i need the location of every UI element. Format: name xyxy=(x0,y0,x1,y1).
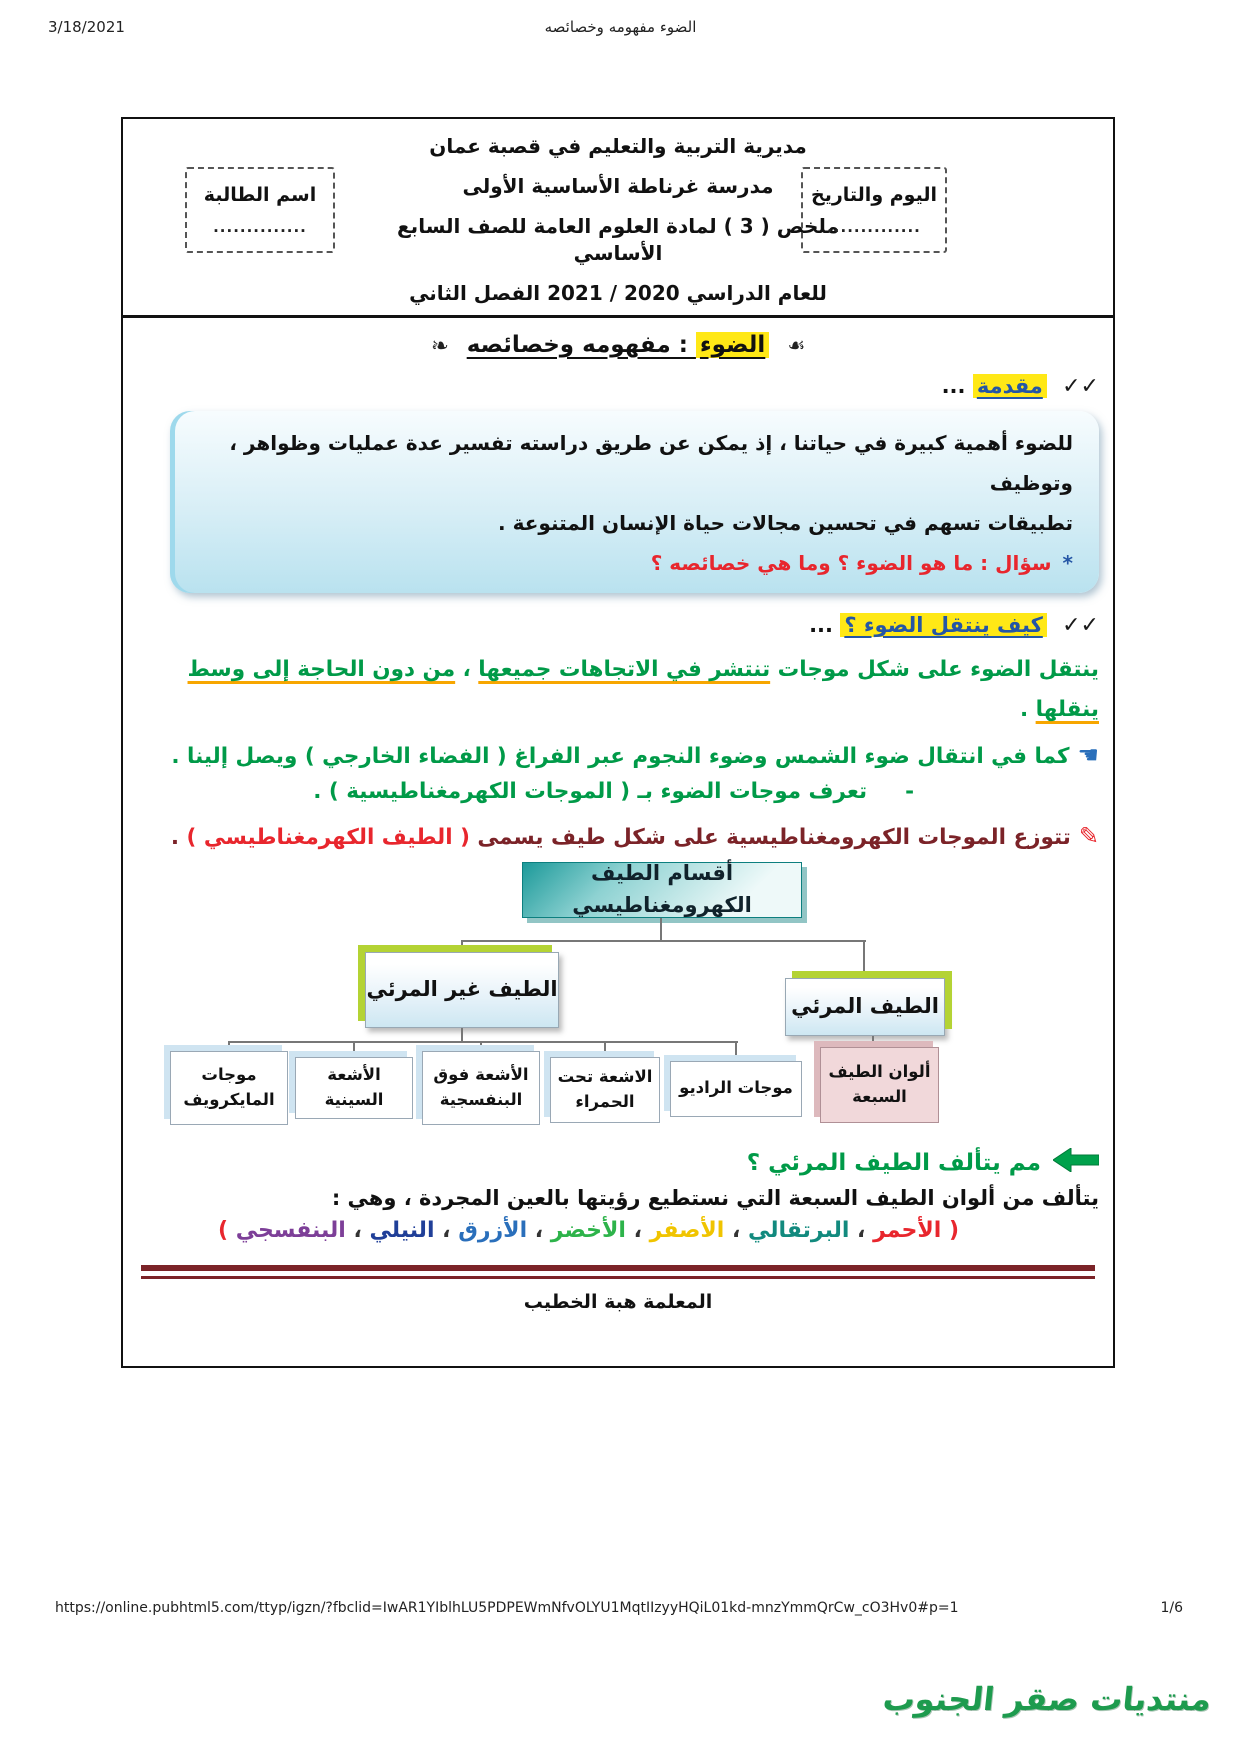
definition-text: تعرف موجات الضوء بـ ( الموجات الكهرمغناطيسية ) . xyxy=(313,778,868,804)
intro-heading-dots: ... xyxy=(941,374,966,398)
lesson-title-text xyxy=(467,332,770,358)
connector-line xyxy=(735,1041,737,1062)
connector-line xyxy=(462,940,866,942)
how-heading-dots: ... xyxy=(809,613,834,637)
spectrum-colors-line xyxy=(137,1218,1099,1243)
color-orange: البرتقالي xyxy=(748,1217,850,1243)
thick-bar xyxy=(141,1265,1095,1271)
floral-ornament-icon: ☙ xyxy=(787,333,806,357)
separator: ، xyxy=(849,1217,874,1243)
intro-paragraph-line1: للضوء أهمية كبيرة في حياتنا ، إذ يمكن عن طريق دراسته تفسير عدة عمليات وظواهر ، وتوظيف xyxy=(229,431,1073,495)
note-text: تتوزع الموجات الكهرومغناطيسية على شكل طيف يسمى xyxy=(469,824,1071,850)
visible-spectrum-question-text: مم يتألف الطيف المرئي ؟ xyxy=(746,1149,1041,1176)
intro-text-box xyxy=(170,411,1099,593)
worksheet-body xyxy=(123,318,1113,1313)
pointing-hand-icon: ☚ xyxy=(1077,740,1099,769)
separator: ، xyxy=(527,1217,551,1243)
diagram-root-box: أقسام الطيف الكهرومغناطيسي xyxy=(522,862,802,918)
connector-line xyxy=(660,918,662,940)
light-travel-paragraph xyxy=(137,650,1099,730)
paragraph-text: . xyxy=(1019,696,1036,722)
open-paren: ( xyxy=(941,1217,959,1243)
diagram-leaf-infrared: الاشعة تحت الحمراء xyxy=(550,1057,660,1123)
print-footer-page-number: 1/6 xyxy=(1160,1600,1183,1616)
title-highlighted-word: الضوء xyxy=(696,332,769,358)
example-text: كما في انتقال ضوء الشمس وضوء النجوم عبر الفراغ ( الفضاء الخارجي ) ويصل إلينا . xyxy=(171,743,1070,769)
thin-bar xyxy=(141,1276,1095,1279)
diagram-visible-spectrum-box: الطيف المرئي xyxy=(785,978,945,1036)
spectrum-diagram xyxy=(123,862,1113,1134)
intro-heading xyxy=(137,374,1099,399)
separator: ، xyxy=(724,1217,749,1243)
asterisk-icon: * xyxy=(1062,551,1073,575)
header-line-year: للعام الدراسي 2020 / 2021 الفصل الثاني xyxy=(409,281,827,305)
separator: ، xyxy=(625,1217,650,1243)
header-line-school: مدرسة غرناطة الأساسية الأولى xyxy=(462,174,774,198)
paragraph-text: ينتقل الضوء على شكل موجات xyxy=(770,657,1099,682)
how-heading-label: كيف ينتقل الضوء ؟ xyxy=(840,613,1046,637)
day-date-box xyxy=(801,167,947,253)
student-name-blank: .............. xyxy=(213,218,307,236)
separator: ، xyxy=(434,1217,459,1243)
color-green: الأخضر xyxy=(550,1217,626,1243)
connector-line xyxy=(863,940,865,980)
paragraph-text: ، xyxy=(455,657,479,682)
connector-line xyxy=(604,1041,606,1058)
header-line-summary: ملخص ( 3 ) لمادة العلوم العامة للصف السابع الأساسي xyxy=(397,214,839,265)
print-header-title: الضوء مفهومه وخصائصه xyxy=(544,18,697,36)
light-waves-definition xyxy=(137,779,1099,804)
color-violet: البنفسجي xyxy=(235,1217,346,1243)
footer-divider xyxy=(137,1265,1099,1279)
note-text-end: . xyxy=(170,824,187,850)
floral-ornament-icon: ☙ xyxy=(430,333,449,357)
intro-question-text: سؤال : ما هو الضوء ؟ وما هي خصائصه ؟ xyxy=(650,551,1059,575)
how-light-travels-heading xyxy=(137,613,1099,638)
intro-question xyxy=(190,543,1073,583)
underlined-phrase: من دون الحاجة إلى وسط xyxy=(187,657,456,682)
worksheet xyxy=(121,117,1115,1368)
left-arrow-icon xyxy=(1053,1148,1099,1178)
title-rest: : مفهومه وخصائصه xyxy=(466,332,696,358)
day-date-blank: .............. xyxy=(827,218,921,236)
student-name-label: اسم الطالبة xyxy=(203,184,317,206)
check-marks-icon: ✓✓ xyxy=(1062,613,1099,638)
lesson-title xyxy=(137,332,1099,358)
print-header-date: 3/18/2021 xyxy=(48,18,125,36)
diagram-leaf-ultraviolet: الأشعة فوق البنفسجية xyxy=(422,1051,540,1125)
underlined-phrase: تنتشر في الاتجاهات جميعها xyxy=(478,657,771,682)
intro-heading-label: مقدمة xyxy=(973,374,1047,398)
teacher-name: المعلمة هبة الخطيب xyxy=(523,1290,713,1313)
connector-line xyxy=(353,1041,355,1058)
connector-line xyxy=(461,1028,463,1041)
visible-spectrum-answer: يتألف من ألوان الطيف السبعة التي نستطيع رؤيتها بالعين المجردة ، وهي : xyxy=(331,1185,1099,1210)
diagram-leaf-xrays: الأشعة السينية xyxy=(295,1057,413,1119)
separator: ، xyxy=(345,1217,370,1243)
connector-line xyxy=(228,1041,738,1043)
day-date-label: اليوم والتاريخ xyxy=(811,184,937,206)
color-blue: الأزرق xyxy=(458,1217,528,1243)
close-paren: ) xyxy=(217,1217,236,1243)
color-red: الأحمر xyxy=(873,1217,942,1243)
diagram-leaf-microwaves: موجات المايكرويف xyxy=(170,1051,288,1125)
diagram-leaf-seven-colors: ألوان الطيف السبعة xyxy=(820,1047,939,1123)
check-marks-icon: ✓✓ xyxy=(1062,374,1099,399)
intro-paragraph-line2: تطبيقات تسهم في تحسين مجالات حياة الإنسان المتنوعة . xyxy=(498,511,1073,535)
forum-watermark: منتديات صقر الجنوب xyxy=(880,1680,1213,1718)
note-highlighted-term: ( الطيف الكهرمغناطيسي ) xyxy=(186,824,470,850)
diagram-leaf-radio-waves: موجات الراديو xyxy=(670,1061,802,1117)
school-header xyxy=(358,133,878,320)
pen-icon: ✎ xyxy=(1078,821,1099,850)
header-line-directorate: مديرية التربية والتعليم في قصبة عمان xyxy=(429,134,807,158)
diagram-invisible-spectrum-box: الطيف غير المرئي xyxy=(365,952,559,1028)
light-travel-example xyxy=(137,734,1099,777)
visible-spectrum-question xyxy=(137,1148,1099,1178)
dash-bullet: - xyxy=(905,778,914,804)
underlined-phrase: ينقلها xyxy=(1035,696,1099,722)
spectrum-distribution-note xyxy=(137,822,1099,850)
color-indigo: النيلي xyxy=(369,1217,435,1243)
worksheet-header xyxy=(123,119,1113,318)
print-footer-url: https://online.pubhtml5.com/ttyp/igzn/?fbclid=IwAR1YIblhLU5PDPEWmNfvOLYU1MqtIIzyyHQiL01kd-mnzYmmQrCw_cO3Hv0#p=1 xyxy=(55,1600,959,1616)
color-yellow: الأصفر xyxy=(649,1217,725,1243)
student-name-box xyxy=(185,167,335,253)
